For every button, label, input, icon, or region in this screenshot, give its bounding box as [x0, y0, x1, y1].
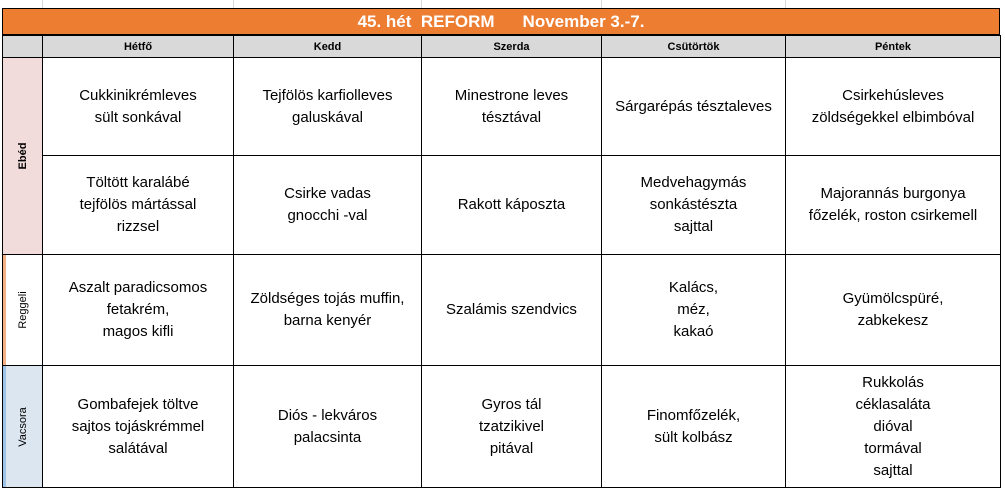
- dish-text-line: zabkekesz: [857, 312, 929, 329]
- weekly-menu-table: [2, 35, 1001, 488]
- day-header-thursday[interactable]: Csütörtök: [602, 36, 786, 58]
- dish-cell[interactable]: [422, 366, 602, 488]
- meal-label-ebed-cell[interactable]: [3, 58, 43, 255]
- day-header-row: [3, 36, 1001, 58]
- dish-text-line: sült kolbász: [654, 428, 733, 446]
- dish-text-line: sajttal: [673, 218, 714, 235]
- title-type: REFORM: [420, 11, 495, 31]
- dish-text-line: Szalámis szendvics: [446, 301, 577, 318]
- dish-text-line: Gombafejek töltve: [77, 395, 199, 413]
- dish-cell[interactable]: [422, 255, 602, 366]
- dish-text-line: kakaó: [673, 323, 714, 340]
- dish-text-line: tésztával: [481, 108, 542, 126]
- day-header-wednesday[interactable]: Szerda: [422, 36, 602, 58]
- dish-text-line: galuskával: [292, 108, 363, 126]
- meal-label-vacsora-cell[interactable]: [3, 366, 43, 488]
- dish-text-line: dióval: [873, 417, 913, 435]
- dish-cell[interactable]: [43, 366, 234, 488]
- dish-text-line: tejfölös mártással: [79, 196, 197, 213]
- dish-text-line: palacsinta: [293, 428, 362, 446]
- dish-text-line: sonkástészta: [649, 196, 738, 213]
- dish-text-line: céklasaláta: [855, 395, 931, 413]
- vacsora-accent-bar: [3, 366, 6, 487]
- day-header-friday[interactable]: Péntek: [786, 36, 1001, 58]
- meal-label-reggeli-cell[interactable]: [3, 255, 43, 366]
- dish-text-line: sajttal: [873, 461, 913, 479]
- dish-text-line: magos kifli: [102, 323, 174, 340]
- dish-text-line: főzelék, roston csirkemell: [808, 207, 978, 224]
- dish-cell[interactable]: [234, 156, 422, 255]
- dish-cell[interactable]: [234, 366, 422, 488]
- dish-text-line: rizzsel: [116, 218, 160, 235]
- dish-cell[interactable]: [786, 58, 1001, 156]
- dish-cell[interactable]: [234, 255, 422, 366]
- dish-text-line: Diós - lekváros: [277, 406, 378, 424]
- dish-text-line: Töltött karalábé: [86, 174, 190, 191]
- dish-text-line: sült sonkával: [94, 108, 182, 126]
- dish-text-line: Majorannás burgonya: [820, 185, 966, 202]
- dish-cell[interactable]: [786, 366, 1001, 488]
- header-corner-cell[interactable]: [3, 36, 43, 58]
- dish-text-line: Csirkehúsleves: [842, 86, 944, 104]
- dish-cell[interactable]: [43, 156, 234, 255]
- dish-cell[interactable]: [786, 255, 1001, 366]
- dish-text-line: tormával: [864, 439, 922, 457]
- dish-text-line: Sárgarépás tésztaleves: [615, 97, 772, 115]
- meal-label-ebed: Ebéd: [17, 142, 29, 170]
- dish-cell[interactable]: [422, 58, 602, 156]
- spreadsheet-gridlines: [0, 0, 1005, 8]
- dish-text-line: Minestrone leves: [454, 86, 569, 104]
- dish-cell[interactable]: [43, 58, 234, 156]
- menu-row-ebed-soup: [3, 58, 1001, 156]
- dish-text-line: Kalács,: [668, 279, 719, 296]
- dish-cell[interactable]: [602, 156, 786, 255]
- dish-text-line: barna kenyér: [283, 312, 372, 329]
- dish-cell[interactable]: [602, 255, 786, 366]
- menu-row-ebed-main: [3, 156, 1001, 255]
- menu-row-vacsora: [3, 366, 1001, 488]
- dish-text-line: Rukkolás: [862, 373, 924, 391]
- reggeli-accent-bar: [3, 255, 6, 365]
- dish-text-line: Tejfölös karfiolleves: [262, 86, 393, 104]
- dish-cell[interactable]: [43, 255, 234, 366]
- menu-title: [2, 8, 1000, 35]
- dish-cell[interactable]: [602, 366, 786, 488]
- meal-label-vacsora: Vacsora: [17, 406, 29, 447]
- dish-text-line: fetakrém,: [106, 301, 170, 318]
- dish-text-line: Csirke vadas: [284, 185, 371, 202]
- dish-text-line: Finomfőzelék,: [646, 406, 741, 424]
- dish-text-line: sajtos tojáskrémmel: [71, 417, 205, 435]
- dish-text-line: tzatzikivel: [478, 417, 545, 435]
- dish-text-line: méz,: [677, 301, 710, 318]
- day-header-monday[interactable]: Hétfő: [43, 36, 234, 58]
- dish-text-line: Gyümölcspüré,: [842, 290, 944, 307]
- dish-cell[interactable]: [422, 156, 602, 255]
- title-week: 45. hét: [357, 11, 412, 31]
- menu-row-reggeli: [3, 255, 1001, 366]
- dish-cell[interactable]: [602, 58, 786, 156]
- day-header-tuesday[interactable]: Kedd: [234, 36, 422, 58]
- dish-text-line: Zöldséges tojás muffin,: [250, 290, 405, 307]
- dish-text-line: Rakott káposzta: [457, 196, 566, 213]
- dish-text-line: Medvehagymás: [640, 174, 747, 191]
- dish-text-line: gnocchi -val: [287, 207, 368, 224]
- dish-text-line: salátával: [108, 439, 168, 457]
- dish-cell[interactable]: [786, 156, 1001, 255]
- title-dates: November 3.-7.: [522, 11, 645, 31]
- dish-text-line: pitával: [489, 439, 534, 457]
- dish-text-line: Aszalt paradicsomos: [68, 279, 208, 296]
- dish-text-line: Gyros tál: [481, 395, 542, 413]
- dish-text-line: zöldségekkel elbimbóval: [811, 108, 975, 126]
- dish-cell[interactable]: [234, 58, 422, 156]
- meal-label-reggeli: Reggeli: [17, 291, 29, 329]
- dish-text-line: Cukkinikrémleves: [79, 86, 197, 104]
